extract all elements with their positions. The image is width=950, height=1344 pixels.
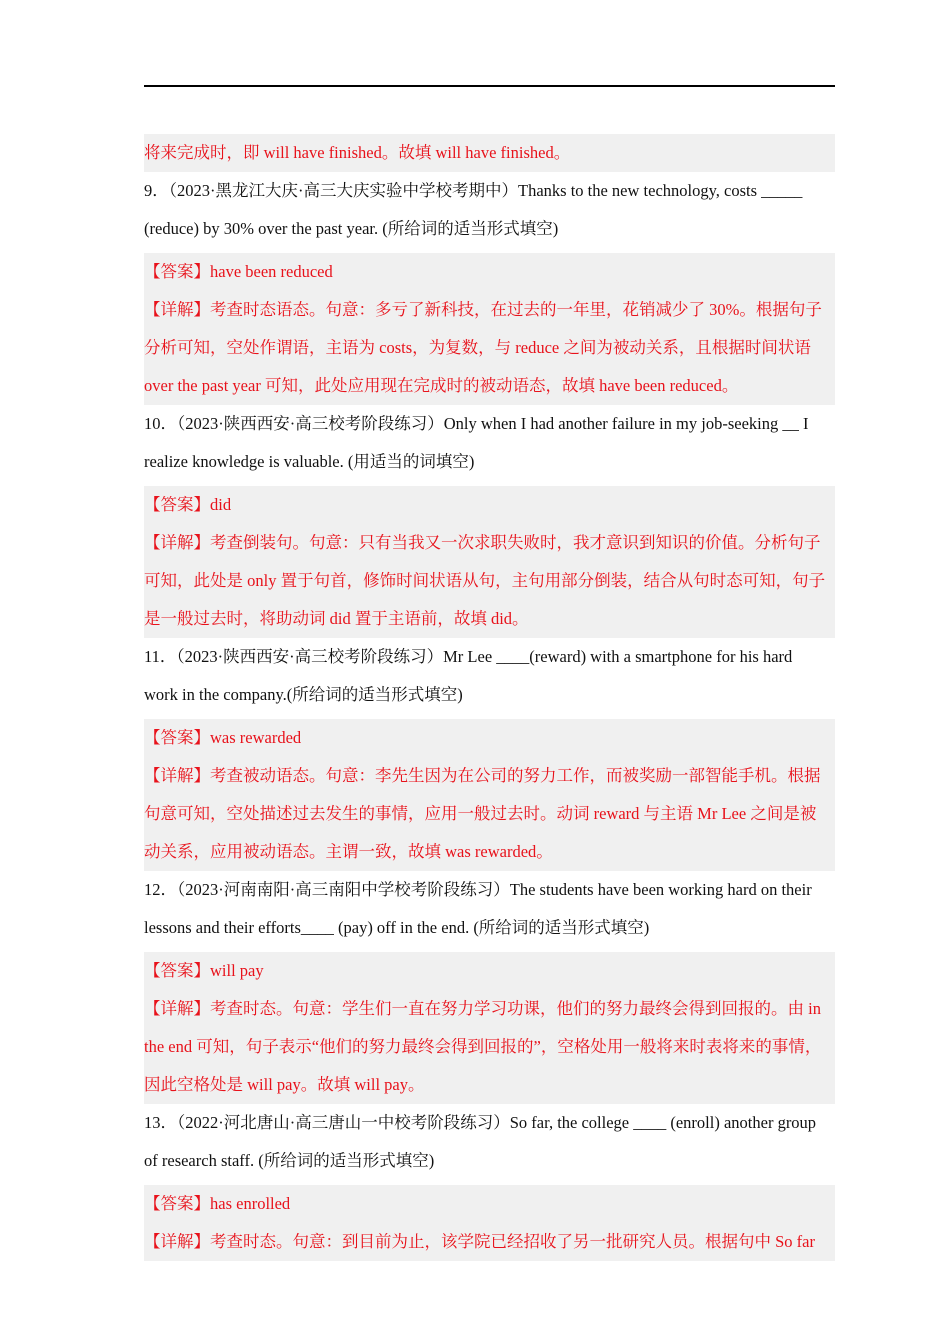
answer-block	[144, 719, 835, 871]
answer-line: 【答案】was rewarded	[144, 728, 302, 747]
carryover-explanation	[144, 134, 835, 172]
answer-line: 【答案】will pay	[144, 961, 264, 980]
question-line: (reduce) by 30% over the past year. (所给词的适当形式填空)	[144, 219, 559, 238]
question-line: 11．（2023·陕西西安·高三校考阶段练习）Mr Lee ____(reward) with a smartphone for his hard	[144, 647, 793, 666]
explanation-line: 将来完成时，即 will have finished。故填 will have finished。	[144, 143, 571, 162]
explanation-line: 【详解】考查时态。句意：到目前为止，该学院已经招收了另一批研究人员。根据句中 So far	[144, 1232, 815, 1251]
answer-line: 【答案】has enrolled	[144, 1194, 291, 1213]
question-item-11	[144, 638, 835, 871]
explanation-line: 【详解】考查时态。句意：学生们一直在努力学习功课，他们的努力最终会得到回报的。由 in	[144, 999, 821, 1018]
explanation-line: over the past year 可知，此处应用现在完成时的被动语态，故填 have been reduced。	[144, 376, 739, 395]
header-rule	[144, 85, 835, 87]
explanation-line: 【详解】考查时态语态。句意：多亏了新科技，在过去的一年里，花销减少了 30%。根据句子	[144, 300, 822, 319]
question-item-10	[144, 405, 835, 638]
question-line: 9．（2023·黑龙江大庆·高三大庆实验中学校考期中）Thanks to the new technology, costs _____	[144, 181, 803, 200]
question-line: 10．（2023·陕西西安·高三校考阶段练习）Only when I had another failure in my job-seeking __ I	[144, 414, 809, 433]
question-line: work in the company.(所给词的适当形式填空)	[144, 685, 463, 704]
answer-block	[144, 253, 835, 405]
question-line: realize knowledge is valuable. (用适当的词填空)	[144, 452, 475, 471]
explanation-line: 【详解】考查倒装句。句意：只有当我又一次求职失败时，我才意识到知识的价值。分析句子	[144, 533, 821, 552]
question-line: lessons and their efforts____ (pay) off in the end. (所给词的适当形式填空)	[144, 918, 650, 937]
answer-block	[144, 952, 835, 1104]
explanation-line: 句意可知，空处描述过去发生的事情，应用一般过去时。动词 reward 与主语 Mr Lee 之间是被	[144, 804, 817, 823]
answer-line: 【答案】did	[144, 495, 232, 514]
answer-block	[144, 486, 835, 638]
question-line: of research staff. (所给词的适当形式填空)	[144, 1151, 435, 1170]
page-content	[144, 131, 835, 1261]
explanation-line: 因此空格处是 will pay。故填 will pay。	[144, 1075, 425, 1094]
question-item-12	[144, 871, 835, 1104]
explanation-line: 【详解】考查被动语态。句意：李先生因为在公司的努力工作，而被奖励一部智能手机。根据	[144, 766, 821, 785]
explanation-line: 分析可知，空处作谓语，主语为 costs，为复数，与 reduce 之间为被动关系，且根据时间状语	[144, 338, 811, 357]
explanation-line: 可知，此处是 only 置于句首，修饰时间状语从句，主句用部分倒装，结合从句时态可知，句子	[144, 571, 826, 590]
question-item-9	[144, 172, 835, 405]
answer-block	[144, 1185, 835, 1261]
explanation-line: the end 可知，句子表示“他们的努力最终会得到回报的”，空格处用一般将来时表将来的事情，	[144, 1037, 822, 1056]
question-line: 12．（2023·河南南阳·高三南阳中学校考阶段练习）The students have been working hard on their	[144, 880, 812, 899]
answer-line: 【答案】have been reduced	[144, 262, 333, 281]
explanation-line: 是一般过去时，将助动词 did 置于主语前，故填 did。	[144, 609, 529, 628]
explanation-line: 动关系，应用被动语态。主谓一致，故填 was rewarded。	[144, 842, 553, 861]
question-item-13	[144, 1104, 835, 1261]
question-line: 13．（2022·河北唐山·高三唐山一中校考阶段练习）So far, the college ____ (enroll) another group	[144, 1113, 817, 1132]
